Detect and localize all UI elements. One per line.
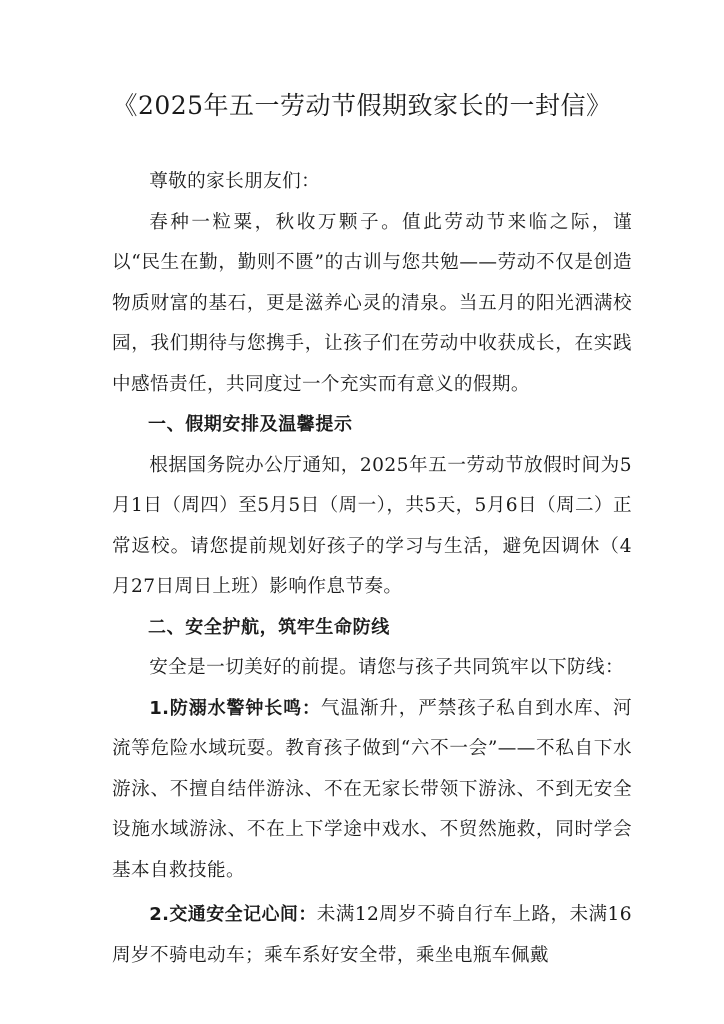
section2-intro: 安全是一切美好的前提。请您与孩子共同筑牢以下防线： [149, 657, 625, 678]
safety-item-drowning [112, 689, 632, 892]
letter-title: 《2025年五一劳动节假期致家长的一封信》 [112, 91, 612, 120]
safety-item-traffic-text: 未满12周岁不骑自行车上路，未满16周岁不骑电动车；乘车系好安全带，乘坐电瓶车佩戴 [112, 904, 632, 966]
intro-paragraph: 春种一粒粟，秋收万颗子。值此劳动节来临之际，谨以“民生在勤，勤则不匮”的古训与您共勉——劳动不仅是创造物质财富的基石，更是滋养心灵的清泉。当五月的阳光洒满校园，我们期待与您携手，让孩子们在劳动中收获成长，在实践中感悟责任，共同度过一个充实而有意义的假期。 [112, 211, 632, 395]
safety-item-drowning-lead: 1.防溺水警钟长鸣： [149, 697, 321, 719]
safety-item-traffic-lead: 2.交通安全记心间： [149, 904, 317, 925]
greeting: 尊敬的家长朋友们： [149, 171, 321, 192]
safety-item-drowning-text: 气温渐升，严禁孩子私自到水库、河流等危险水域玩耍。教育孩子做到“六不一会”——不私自下水游泳、不擅自结伴游泳、不在无家长带领下游泳、不到无安全设施水域游泳、不在上下学途中戏水、不贸然施救，同时学会基本自救技能。 [112, 697, 632, 881]
section1-heading: 一、假期安排及温馨提示 [148, 414, 353, 435]
safety-item-traffic [112, 895, 632, 976]
section1-paragraph: 根据国务院办公厅通知，2025年五一劳动节放假时间为5月1日（周四）至5月5日（周一），共5天，5月6日（周二）正常返校。请您提前规划好孩子的学习与生活，避免因调休（4月27日周日上班）影响作息节奏。 [112, 454, 632, 597]
section2-heading: 二、安全护航，筑牢生命防线 [148, 616, 390, 638]
letter-body [112, 162, 632, 976]
